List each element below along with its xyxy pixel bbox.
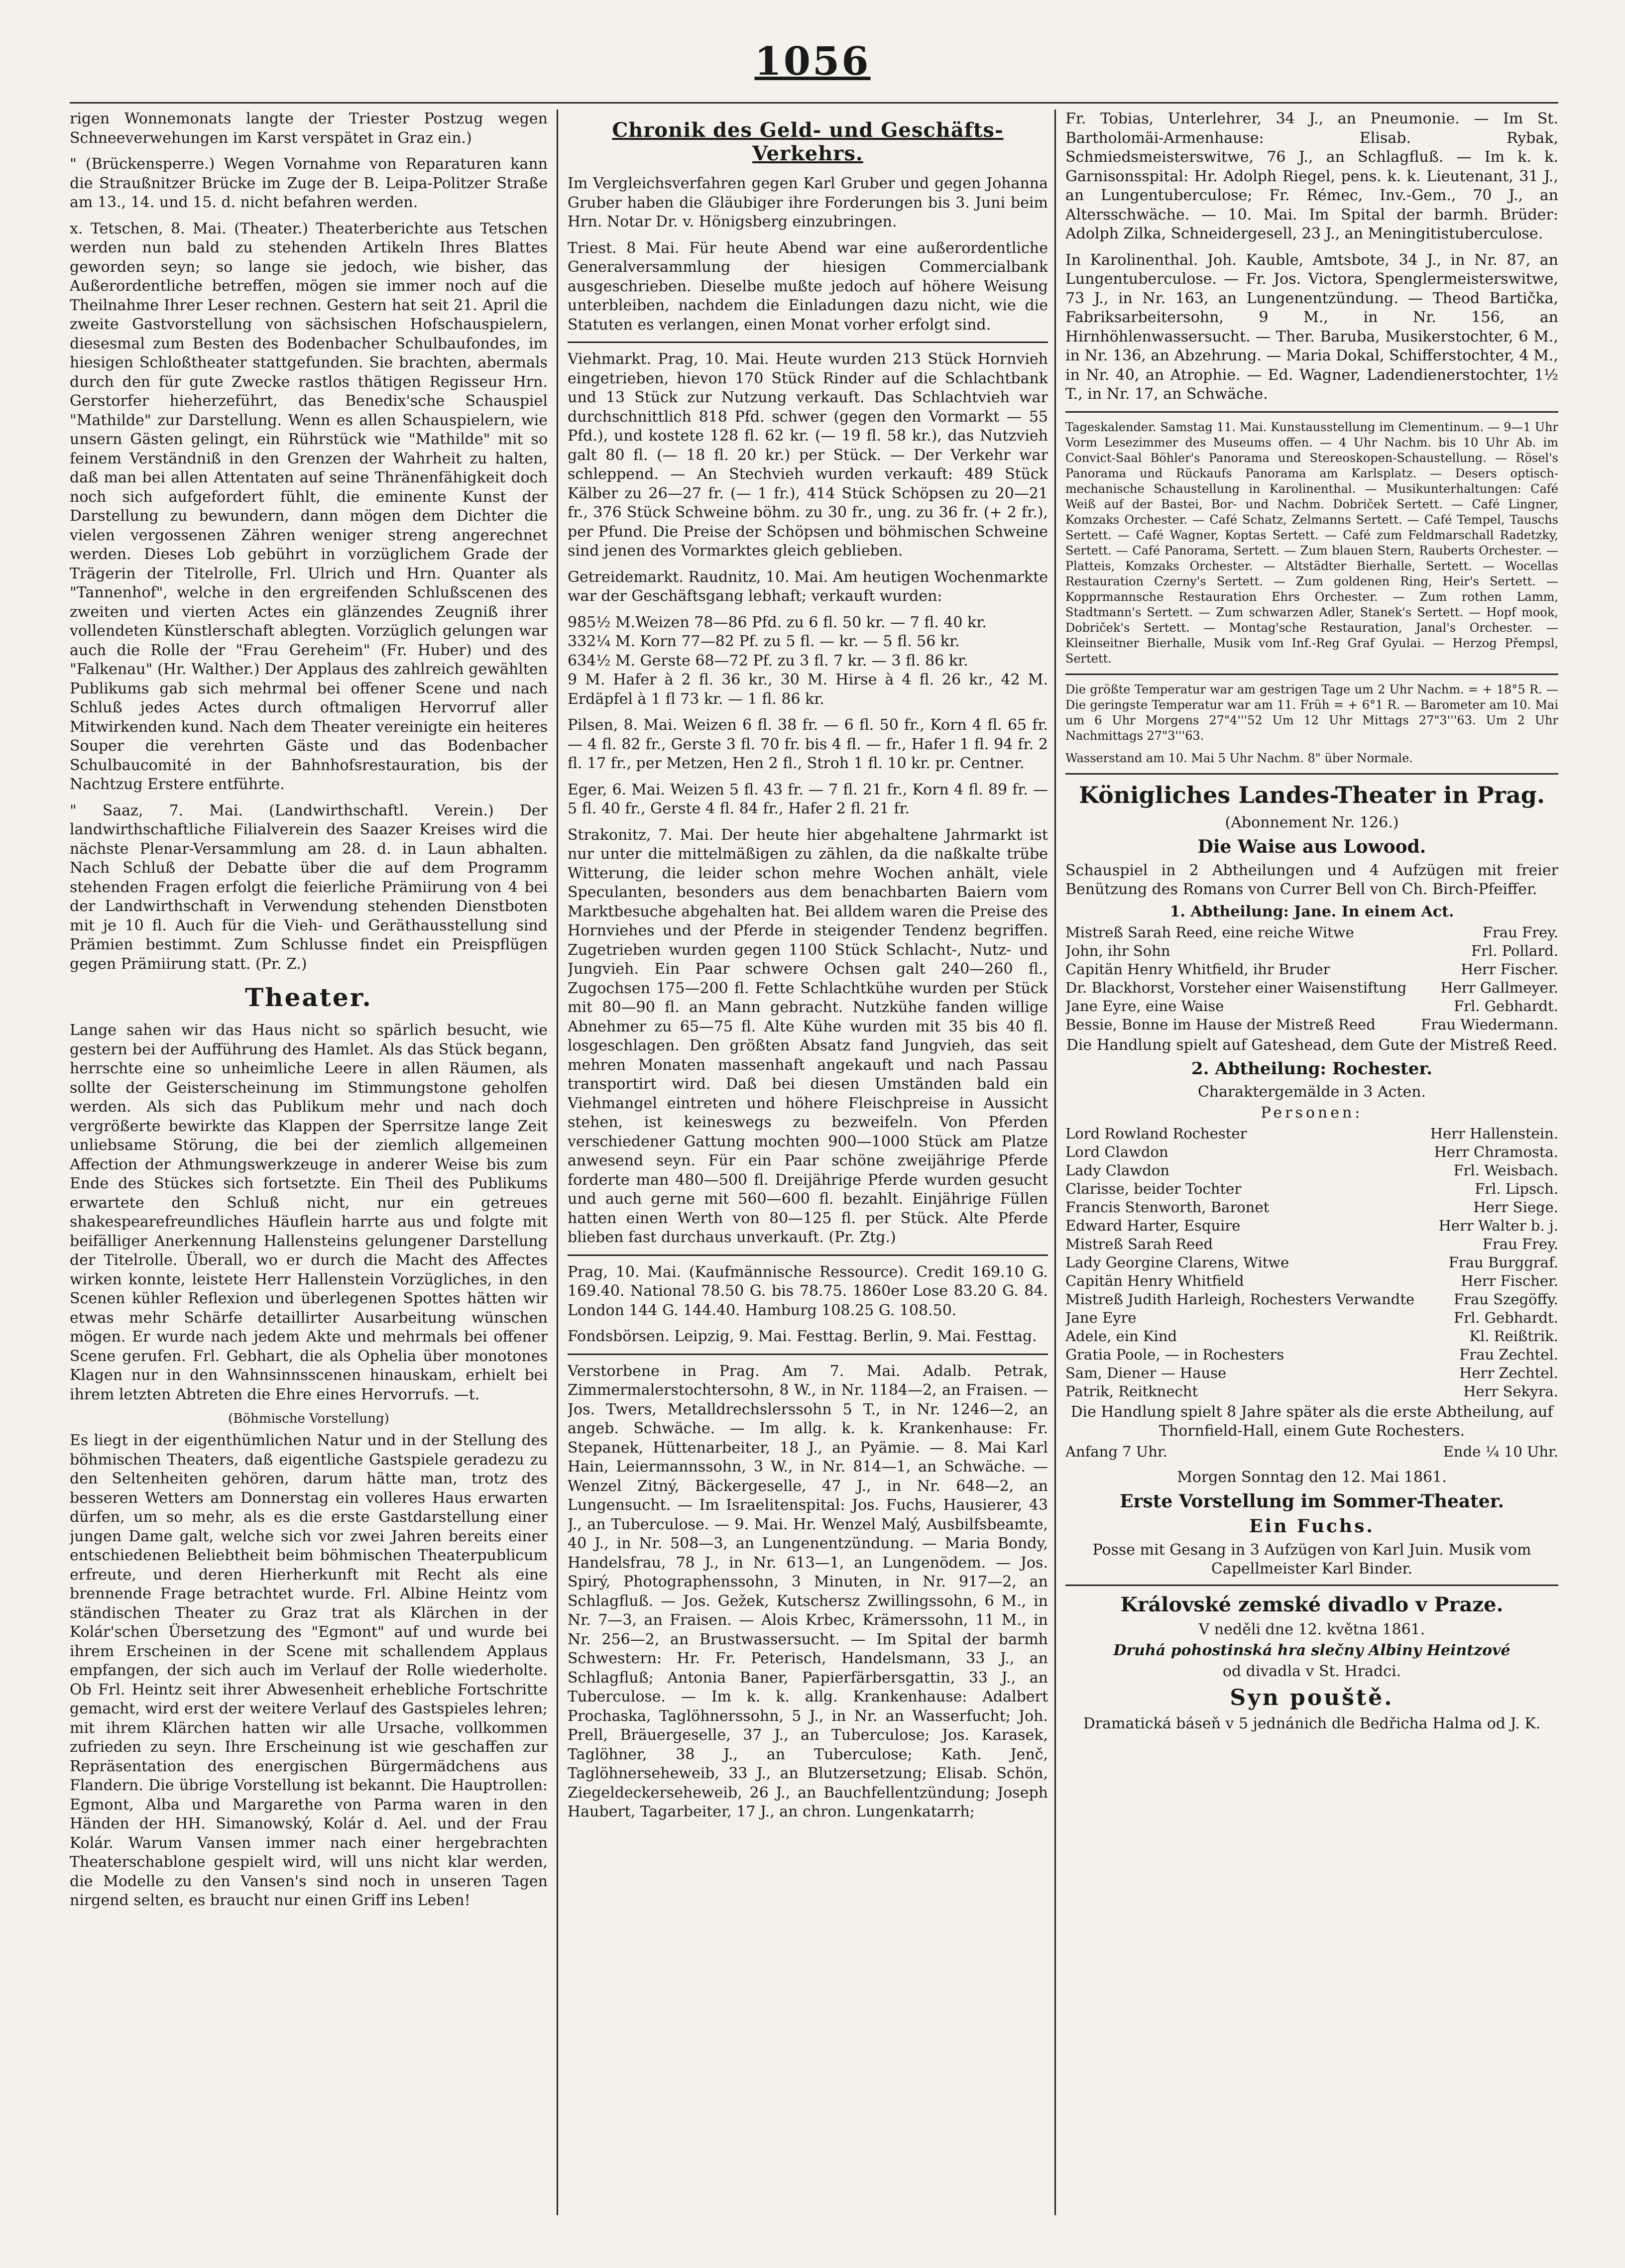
- column-3: [1065, 110, 1558, 2225]
- actor: Frau Burggraf.: [1448, 1253, 1558, 1271]
- act-2-description: Charaktergemälde in 3 Acten.: [1197, 1083, 1426, 1101]
- actor: Frl. Gebhardt.: [1454, 997, 1558, 1015]
- role: Lady Georgine Clarens, Witwe: [1065, 1253, 1289, 1271]
- role: Dr. Blackhorst, Vorsteher einer Waisenstiftung: [1065, 979, 1407, 996]
- personen-label: Personen:: [1261, 1104, 1363, 1122]
- actor: Frau Szegöffy.: [1454, 1290, 1558, 1308]
- weather-report: Die größte Temperatur war am gestrigen Tage um 2 Uhr Nachm. = + 18°5 R. — Die geringste Temperatur war am 11. Früh = + 6°1 R. — Barometer am 10. Mai um 6 Uhr Morgens 27"4'''52 Um 12 Uhr Mittags 27"3'''63. Um 2 Uhr Nachmittags 27"3'''63.: [1065, 682, 1558, 743]
- actor: Frl. Weisbach.: [1453, 1161, 1558, 1179]
- cast-row: [1065, 1290, 1558, 1309]
- tageskalender: Tageskalender. Samstag 11. Mai. Kunstausstellung im Clementinum. — 9—1 Uhr Vorm Lesezimmer des Museums offen. — 4 Uhr Nachm. bis 10 Uhr Ab. im Convict-Saal Böhler's Panorama und Stereoskopen-Schaustellung. — Rösel's Panorama und Rückaufs Panorama am Karlsplatz. — Desers optisch-mechanische Schaustellung in Karolinenthal. — Musikunterhaltungen: Café Weiß auf der Bastei, Bor- und Nachm. Dobriček Sertett. — Café Lingner, Komzaks Orchester. — Café Schatz, Zelmanns Sertett. — Café Tempel, Tauschs Sertett. — Café Wagner, Koptas Sertett. — Café zum Feldmarschall Radetzky, Sertett. — Café Panorama, Sertett. — Zum blauen Stern, Rauberts Orchester. — Platteis, Komzaks Orchester. — Altstädter Bierhalle, Sertett. — Wocellas Restauration Czerny's Sertett. — Zum goldenen Ring, Heir's Sertett. — Kopprmannsche Restauration Ehrs Orchester. — Zum rothen Lamm, Stadtmann's Sertett. — Zum schwarzen Adler, Stanek's Sertett. — Hopf mook, Dobriček's Sertett. — Montag'sche Restauration, Janal's Orchester. — Kleinseitner Bierhalle, Musik vom Inf.-Reg Graf Gyulai. — Herzog Přempsl, Sertett.: [1065, 420, 1558, 666]
- actor: Frl. Gebhardt.: [1454, 1309, 1558, 1326]
- column-rule-2: [1054, 110, 1056, 2215]
- article-paragraph: rigen Wonnemonats langte der Triester Postzug wegen Schneeverwehungen im Karst verspätet in Graz ein.): [70, 110, 548, 147]
- role: Lord Clawdon: [1065, 1143, 1168, 1160]
- cast-row: [1065, 1125, 1558, 1143]
- start-end-row: [1065, 1443, 1558, 1461]
- abonnement: (Abonnement Nr. 126.): [1225, 813, 1399, 831]
- water-level: Wasserstand am 10. Mai 5 Uhr Nachm. 8" über Normale.: [1065, 751, 1413, 765]
- divider: [1065, 411, 1558, 413]
- article-paragraph: Pilsen, 8. Mai. Weizen 6 fl. 38 fr. — 6 fl. 50 fr., Korn 4 fl. 65 fr. — 4 fl. 82 fr., Gerste 3 fl. 70 fr. bis 4 fl. — fr., Hafer 1 fl. 94 fr. 2 fl. 17 fr., per Metzen, Hen 2 fl., Stroh 1 fl. 10 kr. pr. Centner.: [568, 716, 1048, 772]
- role: Mistreß Judith Harleigh, Rochesters Verwandte: [1065, 1290, 1415, 1308]
- role: Patrik, Reitknecht: [1065, 1382, 1198, 1400]
- cast-row: [1065, 1382, 1558, 1401]
- cast-row: [1065, 1309, 1558, 1327]
- czech-date: V neděli dne 12. května 1861.: [1198, 1620, 1425, 1638]
- role: Lady Clawdon: [1065, 1161, 1169, 1179]
- cast-row: [1065, 942, 1558, 960]
- article-paragraph: Prag, 10. Mai. (Kaufmännische Ressource). Credit 169.10 G. 169.40. National 78.50 G. bis 78.75. 1860er Lose 83.20 G. 84. London 144 G. 144.40. Hamburg 108.25 G. 108.50.: [568, 1263, 1048, 1319]
- article-paragraph: Triest. 8 Mai. Für heute Abend war eine außerordentliche Generalversammlung der hiesigen Commercialbank ausgeschrieben. Dieselbe mußte jedoch auf höhere Weisung unterbleiben, nachdem die Einladungen dazu nicht, wie die Statuten es verlangen, einen Monat vorher erfolgt sind.: [568, 239, 1048, 334]
- play-title: Die Waise aus Lowood.: [1197, 836, 1426, 857]
- cast-row: [1065, 1016, 1558, 1034]
- divider: [568, 1354, 1048, 1355]
- summer-theater-title: Erste Vorstellung im Sommer-Theater.: [1120, 1490, 1504, 1512]
- section-subheading: (Böhmische Vorstellung): [228, 1411, 389, 1426]
- role: Sam, Diener — Hause: [1065, 1364, 1227, 1381]
- role: Jane Eyre, eine Waise: [1065, 997, 1224, 1015]
- role: Jane Eyre: [1065, 1309, 1137, 1326]
- grain-row: 985½ M.Weizen 78—86 Pfd. zu 6 fl. 50 kr. — 7 fl. 40 kr.: [568, 613, 987, 631]
- czech-guest: Druhá pohostinská hra slečny Albiny Heintzové: [1113, 1641, 1510, 1659]
- actor: Herr Zechtel.: [1459, 1364, 1558, 1381]
- cast-row: [1065, 979, 1558, 997]
- actor: Frl. Pollard.: [1471, 942, 1558, 959]
- article-paragraph: In Karolinenthal. Joh. Kauble, Amtsbote, 34 J., in Nr. 87, an Lungentuberculose. — Fr. Jos. Victora, Spenglermeisterswitwe, 73 J., in Nr. 163, an Lungenentzündung. — Theod Bartička, Fabriksarbeitersohn, 9 M., in Nr. 156, an Hirnhöhlenwassersucht. — Ther. Baruba, Musikerstochter, 6 M., in Nr. 136, an Abzehrung. — Maria Dokal, Schifferstochter, 4 M., in Nr. 40, an Atrophie. — Ed. Wagner, Ladendienerstochter, 1½ T., in Nr. 17, an Schwäche.: [1065, 251, 1558, 403]
- article-paragraph: Es liegt in der eigenthümlichen Natur und in der Stellung des böhmischen Theaters, daß eigentliche Gastspiele geradezu zu den Seltenheiten gehören, darum hätte man, trotz des besseren Wetters am Donnerstag ein volleres Haus erwarten dürfen, um so mehr, als es die erste Gastdarstellung einer jungen Dame galt, welche sich vor zwei Jahren bereits einer entschiedenen Beliebtheit beim böhmischen Theaterpublicum erfreute, und deren Hierherkunft mit Recht als eine brennende Frage betrachtet wurde. Frl. Albine Heintz vom ständischen Theater zu Graz trat als Klärchen in der Kolár'schen Übersetzung des "Egmont" auf und wurde bei ihrem Erscheinen in der Scene mit schallendem Applaus empfangen, der sich auch im Verlauf der Rolle wiederholte. Ob Frl. Heintz seit ihrer Abwesenheit erhebliche Fortschritte gemacht, wird erst der weitere Verlauf des Gastspieles lehren; mit ihrem Klärchen hatten wir alle Ursache, vollkommen zufrieden zu seyn. Ihre Erscheinung ist wie geschaffen zur Repräsentation des energischen Bürgermädchens aus Flandern. Die übrige Vorstellung ist bekannt. Die Hauptrollen: Egmont, Alba und Margarethe von Parma waren in den Händen der HH. Simanowský, Kolár d. Ael. und der Frau Kolár. Warum Vansen immer nach einer hergebrachten Theaterschablone gespielt wird, will uns nicht klar werden, die Modelle zu den Vansen's sind noch in unseren Tagen nirgend selten, es braucht nur einen Griff ins Leben!: [70, 1432, 548, 1909]
- grain-row: 9 M. Hafer à 2 fl. 36 kr., 30 M. Hirse à 4 fl. 26 kr., 42 M. Erdäpfel à 1 fl 73 kr. — 1 fl. 86 kr.: [568, 671, 1048, 708]
- role: Edward Harter, Esquire: [1065, 1217, 1241, 1234]
- actor: Herr Siege.: [1473, 1198, 1558, 1216]
- actor: Frau Zechtel.: [1459, 1346, 1558, 1363]
- actor: Herr Hallenstein.: [1430, 1125, 1558, 1142]
- article-paragraph: Fr. Tobias, Unterlehrer, 34 J., an Pneumonie. — Im St. Bartholomäi-Armenhause: Elisab. Rybak, Schmiedsmeisterswitwe, 76 J., an Schlagfluß. — Im k. k. Garnisonsspital: Hr. Adolph Riegel, pens. k. k. Lieutenant, 31 J., an Lungentuberculose; Fr. Rémec, Inv.-Gem., 70 J., an Altersschwäche. — 10. Mai. Im Spital der barmh. Brüder: Adolph Zilka, Schneidergesell, 23 J., an Meningitistuberculose.: [1065, 110, 1558, 242]
- cast-row: [1065, 1327, 1558, 1346]
- actor: Frau Wiedermann.: [1421, 1016, 1558, 1033]
- cast-row: [1065, 1180, 1558, 1198]
- article-paragraph: x. Tetschen, 8. Mai. (Theater.) Theaterberichte aus Tetschen werden nun bald zu stehenden Artikeln Ihres Blattes geworden seyn; so lange sie jedoch, wie bisher, das Außerordentliche betreffen, mögen sie immer noch auf die Theilnahme Ihrer Leser rechnen. Gestern hat seit 21. April die zweite Gastvorstellung von sächsischen Hofschauspielern, diesesmal zum Besten des Bodenbacher Schulbaufondes, im hiesigen Schloßtheater stattgefunden. Sie brachten, abermals durch den für gute Zwecke rastlos thätigen Regisseur Hrn. Gerstorfer hieherzeführt, das Benedix'sche Schauspiel "Mathilde" zur Darstellung. Wenn es allen Schauspielern, wie unsern Gästen gelingt, ein Rührstück wie "Mathilde" mit so feinem Verständniß in den Grenzen der Wahrheit zu halten, daß man bei allen Attentaten auf seine Thränenfähigkeit doch noch sich aufgefordert fühlt, die eminente Kunst der Darstellung zu bewundern, dann mögen dem Dichter die vielen vergossenen Zähren weniger streng angerechnet werden. Dieses Lob gebührt in vorzüglichem Grade der Trägerin der Titelrolle, Frl. Ulrich und Hrn. Quanter als "Tannenhof", welche in den ergreifenden Schlußscenen des zweiten und vierten Actes ein glänzendes Zeugniß ihrer vollendeten Künstlerschaft ablegten. Vorzüglich gelungen war auch die Rolle der "Frau Gereheim" (Fr. Huber) und des "Falkenau" (Hr. Walther.) Der Applaus des zahlreich gewählten Publikums gab sich mehrmal bei offener Scene und nach Schluß jedes Actes durch oftmaligen Hervorruf aller Mitwirkenden kund. Nach dem Theater vereinigte ein heiteres Souper die verehrten Gäste und das Bodenbacher Schulbaucomité in der Bahnhofsrestauration, bis der Nachtzug Erstere entführte.: [70, 220, 548, 793]
- chronik-heading: Chronik des Geld- und Geschäfts-Verkehrs.: [612, 118, 1004, 165]
- actor: Frau Frey.: [1482, 923, 1558, 941]
- cast-row: [1065, 1217, 1558, 1235]
- end-time: Ende ¼ 10 Uhr.: [1443, 1443, 1558, 1460]
- divider: [1065, 1585, 1558, 1586]
- article-paragraph: Fondsbörsen. Leipzig, 9. Mai. Festtag. Berlin, 9. Mai. Festtag.: [568, 1328, 1037, 1345]
- act-2-title: 2. Abtheilung: Rochester.: [1191, 1058, 1433, 1079]
- cast-row: [1065, 1253, 1558, 1272]
- role: Mistreß Sarah Reed, eine reiche Witwe: [1065, 923, 1354, 941]
- play-description: Schauspiel in 2 Abtheilungen und 4 Aufzügen mit freier Benützung des Romans von Currer Bell von Ch. Birch-Pfeiffer.: [1065, 861, 1558, 898]
- cast-row: [1065, 1143, 1558, 1161]
- article-paragraph: Im Vergleichsverfahren gegen Karl Gruber und gegen Johanna Gruber haben die Gläubiger ihre Forderungen bis 3. Juni beim Hrn. Notar Dr. v. Hönigsberg einzubringen.: [568, 175, 1048, 230]
- role: Capitän Henry Whitfield: [1065, 1272, 1244, 1289]
- actor: Frau Frey.: [1482, 1235, 1558, 1252]
- role: Bessie, Bonne im Hause der Mistreß Reed: [1065, 1016, 1376, 1033]
- article-paragraph: Viehmarkt. Prag, 10. Mai. Heute wurden 213 Stück Hornvieh eingetrieben, hievon 170 Stück Rinder auf die Schlachtbank und 13 Stück zur Nutzung verkauft. Das Schlachtvieh war durchschnittlich 818 Pfd. schwer (gegen den Vormarkt — 55 Pfd.), und kostete 128 fl. 62 kr. (— 19 fl. 58 kr.), das Nutzvieh galt 80 fl. (— 18 fl. 20 kr.) per Stück. — Der Verkehr war schleppend. — An Stechvieh wurden verkauft: 489 Stück Kälber zu 26—27 fr. (— 1 fr.), 414 Stück Schöpsen zu 20—21 fr., 376 Stück Schweine böhm. zu 30 fr., ung. zu 36 fr. (+ 2 fr.), per Pfund. Die Preise der Schöpsen und böhmischen Schweine sind jenen des Vormarktes gleich geblieben.: [568, 350, 1048, 560]
- actor: Herr Fischer.: [1461, 960, 1558, 978]
- article-paragraph: Getreidemarkt. Raudnitz, 10. Mai. Am heutigen Wochenmarkte war der Geschäftsgang lebhaft; verkauft wurden:: [568, 568, 1048, 605]
- divider: [568, 341, 1048, 343]
- cast-row: [1065, 1346, 1558, 1364]
- cast-row: [1065, 960, 1558, 979]
- page-number: 1056: [754, 39, 871, 84]
- role: Lord Rowland Rochester: [1065, 1125, 1247, 1142]
- start-time: Anfang 7 Uhr.: [1065, 1443, 1167, 1460]
- actor: Herr Gallmeyer.: [1440, 979, 1558, 996]
- czech-play-description: Dramatická báseň v 5 jednánich dle Bedřicha Halma od J. K.: [1083, 1714, 1541, 1732]
- actor: Frl. Lipsch.: [1475, 1180, 1558, 1197]
- role: Francis Stenworth, Baronet: [1065, 1198, 1270, 1216]
- theater-title: Königliches Landes-Theater in Prag.: [1079, 781, 1545, 808]
- role: John, ihr Sohn: [1065, 942, 1170, 959]
- actor: Herr Chramosta.: [1434, 1143, 1558, 1160]
- act-1-note: Die Handlung spielt auf Gateshead, dem Gute der Mistreß Reed.: [1066, 1036, 1558, 1054]
- actor: Herr Walter b. j.: [1438, 1217, 1558, 1234]
- role: Clarisse, beider Tochter: [1065, 1180, 1242, 1197]
- role: Adele, ein Kind: [1065, 1327, 1177, 1345]
- cast-row: [1065, 997, 1558, 1016]
- top-rule: [70, 102, 1558, 104]
- article-paragraph: Strakonitz, 7. Mai. Der heute hier abgehaltene Jahrmarkt ist nur unter die mittelmäßigen zu zählen, da die naßkalte trübe Witterung, die leider schon mehre Wochen anhält, viele Speculanten, besonders aus dem benachbarten Baiern vom Marktbesuche abgehalten hat. Bei alldem waren die Preise des Hornviehes und der Pferde in steigender Tendenz begriffen. Zugetrieben wurden gegen 1100 Stück Schlacht-, Nutz- und Jungvieh. Ein Paar schwere Ochsen galt 240—260 fl., Zugochsen 175—200 fl. Fette Schlachtkühe wurden per Stück mit 80—90 fl. an Mann gebracht. Nutzkühe fanden willige Abnehmer zu 65—75 fl. Alte Kühe wurden mit 35 bis 40 fl. losgeschlagen. Den größten Absatz fand Jungvieh, das seit mehren Monaten massenhaft angekauft und nach Passau transportirt wird. Daß bei diesen Umständen bald ein Viehmangel eintreten und höhere Fleischpreise in Aussicht stehen, ist keineswegs zu bezweifeln. Von Pferden verschiedener Gattung mochten 900—1000 Stück am Platze anwesend seyn. Für ein Paar schöne zweijährige Pferde forderte man 480—500 fl. Dreijährige Pferde wurden gesucht und auch gerne mit 560—600 fl. bezahlt. Einjährige Füllen hatten einen Werth von 80—125 fl. per Stück. Alte Pferde blieben fast durchaus unverkauft. (Pr. Ztg.): [568, 826, 1048, 1246]
- divider: [568, 1254, 1048, 1256]
- cast-row: [1065, 1198, 1558, 1217]
- summer-play-title: Ein Fuchs.: [1249, 1515, 1375, 1537]
- column-rule-1: [557, 110, 558, 2215]
- article-paragraph: Lange sahen wir das Haus nicht so spärlich besucht, wie gestern bei der Aufführung des Hamlet. Als das Stück begann, herrschte eine so unheimliche Leere in allen Räumen, als sollte der Geisterscheinung im Stimmungstone geholfen werden. Als sich das Publikum mehr und nach doch vergrößerte bewirkte das Klappen der Sperrsitze lange Zeit unliebsame Störung, die bei der ziemlich allgemeinen Affection der Athmungswerkzeuge in anderer Weise bis zum Ende des Stückes sich fortsetzte. Ein Theil des Publikums erwartete den Schluß nicht, nur ein getreues shakespearefreundliches Häuflein harrte aus und folgte mit beifälliger Anerkennung Hallensteins gelungener Darstellung der Titelrolle. Überall, wo er durch die Macht des Affectes wirken konnte, leistete Herr Hallenstein Vorzügliches, in den Scenen kühler Reflexion und überlegenen Spottes hätten wir etwas mehr Schärfe detaillirter Ausarbeitung wünschen mögen. Er wurde nach jedem Akte und mehrmals bei offener Scene gerufen. Frl. Gebhart, die als Ophelia über monotones Klagen nur in den Wahnsinnsscenen hinauskam, erhielt bei ihrem letzten Abtreten die Ehre eines Hervorrufs. —t.: [70, 1021, 548, 1403]
- act-1-title: 1. Abtheilung: Jane. In einem Act.: [1169, 903, 1454, 920]
- article-paragraph: " (Brückensperre.) Wegen Vornahme von Reparaturen kann die Straußnitzer Brücke im Zuge der B. Leipa-Politzer Straße am 13., 14. und 15. d. nicht befahren werden.: [70, 155, 548, 211]
- act-2-note: Die Handlung spielt 8 Jahre später als die erste Abtheilung, auf Thornfield-Hall, einem Gute Rochesters.: [1070, 1403, 1553, 1440]
- czech-from: od divadla v St. Hradci.: [1222, 1662, 1401, 1680]
- article-paragraph: " Saaz, 7. Mai. (Landwirthschaftl. Verein.) Der landwirthschaftliche Filialverein des Saazer Kreises wird die nächste Plenar-Versammlung am 28. d. in Laun abhalten. Nach Schluß der Debatte über die auf dem Programm stehenden Fragen erfolgt die feierliche Prämiirung von 4 bei der Landwirthschaft in Verwendung stehenden Dienstboten mit je 10 fl. Auch für die Vieh- und Geräthausstellung sind Prämien bestimmt. Zum Schlusse findet ein Preispflügen gegen Prämiirung statt. (Pr. Z.): [70, 801, 548, 973]
- role: Gratia Poole, — in Rochesters: [1065, 1346, 1284, 1363]
- article-paragraph: Eger, 6. Mai. Weizen 5 fl. 43 fr. — 7 fl. 21 fr., Korn 4 fl. 89 fr. — 5 fl. 40 fr., Gerste 4 fl. 84 fr., Hafer 2 fl. 21 fr.: [568, 781, 1048, 817]
- actor: Herr Fischer.: [1461, 1272, 1558, 1289]
- divider: [1065, 674, 1558, 675]
- column-2: [568, 110, 1048, 2225]
- grain-row: 332¼ M. Korn 77—82 Pf. zu 5 fl. — kr. — 5 fl. 56 kr.: [568, 633, 960, 650]
- czech-play-title: Syn pouště.: [1230, 1685, 1394, 1710]
- divider: [1065, 773, 1558, 775]
- actor: Herr Sekyra.: [1463, 1382, 1558, 1400]
- morgen-date: Morgen Sonntag den 12. Mai 1861.: [1177, 1468, 1447, 1486]
- cast-row: [1065, 1272, 1558, 1290]
- article-paragraph: Verstorbene in Prag. Am 7. Mai. Adalb. Petrak, Zimmermalerstochtersohn, 8 W., in Nr. 1184—2, an Fraisen. — Jos. Twers, Metalldrechslerssohn 5 T., in Nr. 1246—2, an angeb. Schwäche. — Im allg. k. k. Krankenhause: Fr. Stepanek, Hüttenarbeiter, 18 J., an Pyämie. — 8. Mai Karl Hain, Leiermannssohn, 3 W., in Nr. 814—1, an Schwäche. — Wenzel Zitný, Bäckergeselle, 47 J., in Nr. 648—2, an Lungensucht. — Im Israelitenspital: Jos. Fuchs, Hausierer, 43 J., an Tuberculose. — 9. Mai. Hr. Wenzel Malý, Ausbilfsbeamte, 40 J., in Nr. 508—3, an Lungenentzündung. — Maria Bondy, Handelsfrau, 78 J., in Nr. 613—1, an Lungenödem. — Jos. Spirý, Photographenssohn, 3 Minuten, in Nr. 917—2, an Schlagfluß. — Jos. Gežek, Kutschersz Zwillingssohn, 6 M., in Nr. 7—3, an Fraisen. — Alois Krbec, Krämerssohn, 11 M., in Nr. 256—2, an Brustwassersucht. — Im Spital der barmh Schwestern: Hr. Fr. Peterisch, Handelsmann, 33 J., an Schlagfluß; Antonia Baner, Papierfärbersgattin, 33 J., an Tuberculose. — Im k. k. allg. Krankenhause: Adalbert Prochaska, Taglöhnerssohn, 5 J., in Nr. an Wasserfucht; Joh. Prell, Bräuergeselle, 37 J., an Tuberculose; Jos. Karasek, Taglöhner, 38 J., an Tuberculose; Kath. Jenč, Taglöhnerseheweib, 33 J., an Blutzersetzung; Elisab. Schön, Ziegeldeckerseheweib, 26 J., an Bauchfellentzündung; Joseph Haubert, Tagarbeiter, 17 J., an chron. Lungenkatarrh;: [568, 1362, 1048, 1820]
- grain-row: 634½ M. Gerste 68—72 Pf. zu 3 fl. 7 kr. — 3 fl. 86 kr.: [568, 652, 968, 670]
- cast-row: [1065, 1364, 1558, 1382]
- czech-theater-title: Královské zemské divadlo v Praze.: [1120, 1592, 1504, 1616]
- theater-heading: Theater.: [245, 983, 372, 1012]
- cast-row: [1065, 923, 1558, 942]
- summer-play-description: Posse mit Gesang in 3 Aufzügen von Karl Juin. Musik vom Capellmeister Karl Binder.: [1092, 1541, 1531, 1578]
- role: Capitän Henry Whitfield, ihr Bruder: [1065, 960, 1330, 978]
- actor: Kl. Reißtrik.: [1469, 1327, 1558, 1345]
- column-1: [70, 110, 548, 2225]
- role: Mistreß Sarah Reed: [1065, 1235, 1213, 1252]
- cast-row: [1065, 1235, 1558, 1253]
- cast-row: [1065, 1161, 1558, 1180]
